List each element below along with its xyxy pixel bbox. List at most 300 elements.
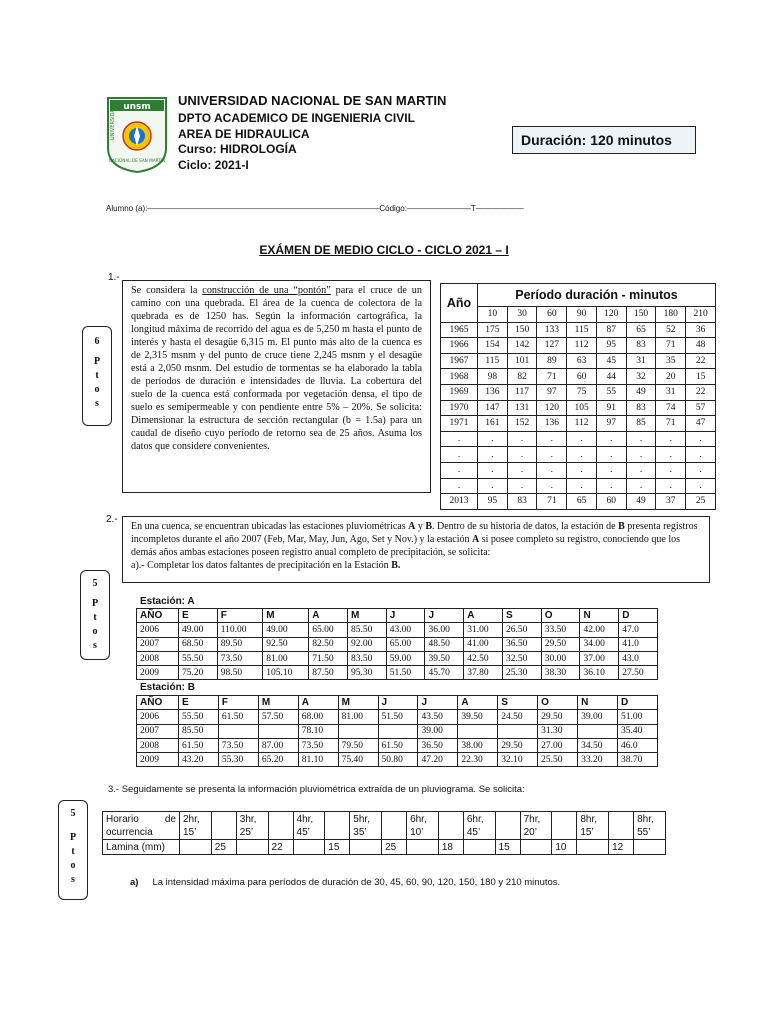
empty-cell — [520, 840, 552, 855]
precip-cell: 33.20 — [578, 753, 618, 767]
q2-points-box: 5 P t o s — [80, 570, 110, 660]
intensity-cell: 115 — [478, 353, 508, 369]
precip-cell: 49.00 — [179, 623, 218, 637]
precip-cell: 61.50 — [218, 710, 258, 724]
precip-cell — [218, 724, 258, 738]
precip-cell: 43.0 — [619, 651, 658, 665]
empty-cell — [407, 840, 439, 855]
intensity-cell: 136 — [478, 384, 508, 400]
precip-cell: 61.50 — [378, 738, 418, 752]
intensity-cell: 98 — [478, 369, 508, 385]
schedule-label: Horario de ocurrencia — [103, 812, 180, 840]
precip-cell: 24.50 — [498, 710, 538, 724]
precip-cell: 55.50 — [179, 651, 218, 665]
intensity-cell: 83 — [507, 494, 537, 510]
intensity-cell: . — [567, 431, 597, 447]
month-header: E — [179, 609, 218, 623]
year-cell: 2009 — [137, 753, 179, 767]
lamina-label: Lamina (mm) — [103, 840, 180, 855]
intensity-cell: 89 — [537, 353, 567, 369]
precip-cell: 75.20 — [179, 666, 218, 680]
precip-cell: 43.50 — [418, 710, 458, 724]
intensity-cell: 65 — [567, 494, 597, 510]
intensity-cell: . — [567, 462, 597, 478]
month-header: F — [217, 609, 262, 623]
precip-cell: 34.00 — [580, 637, 619, 651]
q1-points-box: 6 P t o s — [82, 326, 112, 426]
intensity-cell: . — [567, 478, 597, 494]
intensity-cell: 44 — [596, 369, 626, 385]
precip-cell: 49.00 — [263, 623, 309, 637]
intensity-cell: 142 — [507, 338, 537, 354]
time-cell: 8hr, 55’ — [634, 812, 666, 840]
spacer-cell — [552, 812, 577, 840]
intensity-cell: . — [478, 447, 508, 463]
intensity-cell: 20 — [656, 369, 686, 385]
intensity-cell: . — [507, 447, 537, 463]
precip-cell: 59.00 — [386, 651, 425, 665]
month-header: J — [386, 609, 425, 623]
table-row — [441, 462, 716, 478]
intensity-cell: . — [478, 478, 508, 494]
month-header: A — [309, 609, 348, 623]
intensity-cell: 83 — [626, 338, 656, 354]
table-row — [441, 400, 716, 416]
time-cell: 8hr, 15’ — [577, 812, 609, 840]
precip-cell — [378, 724, 418, 738]
intensity-cell: 45 — [596, 353, 626, 369]
table-row — [441, 431, 716, 447]
year-cell: 2006 — [137, 623, 179, 637]
station-a-table — [136, 608, 658, 680]
intensity-cell: . — [507, 462, 537, 478]
year-cell: 1969 — [441, 384, 478, 400]
intensity-cell: 32 — [626, 369, 656, 385]
precip-cell: 92.00 — [347, 637, 386, 651]
month-header: A — [464, 609, 503, 623]
precip-cell: 47.20 — [418, 753, 458, 767]
precip-cell: 50.80 — [378, 753, 418, 767]
intensity-cell: 36 — [686, 322, 716, 338]
empty-cell — [463, 840, 495, 855]
intensity-cell: 95 — [596, 338, 626, 354]
precip-cell: 29.50 — [541, 637, 580, 651]
q1-intensity-table — [440, 283, 716, 510]
table-row — [441, 384, 716, 400]
precip-cell: 81.00 — [338, 710, 378, 724]
student-line: Alumno (a):—————————————————————————————Código:————————T—————— — [106, 204, 524, 213]
intensity-cell: 22 — [686, 353, 716, 369]
intensity-cell: 91 — [596, 400, 626, 416]
precip-cell: 81.10 — [298, 753, 338, 767]
lamina-cell: 25 — [382, 840, 407, 855]
intensity-cell: 87 — [596, 322, 626, 338]
precip-cell: 31.00 — [464, 623, 503, 637]
precip-cell: 37.80 — [464, 666, 503, 680]
precip-cell: 73.50 — [218, 738, 258, 752]
lamina-cell: 15 — [325, 840, 350, 855]
station-header-row — [137, 609, 658, 623]
intensity-cell: . — [596, 462, 626, 478]
precip-cell: 87.00 — [258, 738, 298, 752]
intensity-cell: 101 — [507, 353, 537, 369]
precip-cell: 22.30 — [458, 753, 498, 767]
precip-cell: 73.50 — [217, 651, 262, 665]
precip-cell: 31.30 — [538, 724, 578, 738]
intensity-cell: . — [537, 431, 567, 447]
intensity-cell: . — [626, 478, 656, 494]
duration-header: 180 — [656, 307, 686, 323]
precip-cell: 55.30 — [218, 753, 258, 767]
month-header: J — [378, 696, 418, 710]
year-cell: 1967 — [441, 353, 478, 369]
intensity-cell: 112 — [567, 338, 597, 354]
month-header: AÑO — [137, 609, 179, 623]
empty-cell — [634, 840, 666, 855]
cycle-name: Ciclo: 2021-I — [178, 158, 249, 172]
precip-cell: 81.00 — [263, 651, 309, 665]
time-cell: 3hr, 25’ — [236, 812, 268, 840]
time-cell: 6hr, 45’ — [463, 812, 495, 840]
intensity-cell: 127 — [537, 338, 567, 354]
year-cell: . — [441, 462, 478, 478]
table-row — [441, 447, 716, 463]
intensity-cell: . — [507, 431, 537, 447]
month-header: D — [619, 609, 658, 623]
table-row — [137, 753, 658, 767]
precip-cell: 25.30 — [502, 666, 541, 680]
month-header: S — [498, 696, 538, 710]
intensity-cell: . — [537, 478, 567, 494]
intensity-cell: 49 — [626, 494, 656, 510]
precip-cell: 68.50 — [179, 637, 218, 651]
intensity-cell: 48 — [686, 338, 716, 354]
intensity-cell: 31 — [626, 353, 656, 369]
spacer-cell — [495, 812, 520, 840]
intensity-cell: 47 — [686, 416, 716, 432]
precip-cell: 43.00 — [386, 623, 425, 637]
precip-cell: 65.00 — [386, 637, 425, 651]
intensity-cell: . — [537, 462, 567, 478]
year-cell: . — [441, 447, 478, 463]
precip-cell: 105.10 — [263, 666, 309, 680]
month-header: A — [458, 696, 498, 710]
precip-cell: 71.50 — [309, 651, 348, 665]
precip-cell: 26.50 — [502, 623, 541, 637]
precip-cell: 34.50 — [578, 738, 618, 752]
precip-cell: 39.00 — [418, 724, 458, 738]
precip-cell: 82.50 — [309, 637, 348, 651]
year-cell: 2007 — [137, 724, 179, 738]
table-row — [137, 666, 658, 680]
table-row — [441, 353, 716, 369]
year-cell: 1970 — [441, 400, 478, 416]
table-row — [137, 623, 658, 637]
station-a-label: Estación: A — [140, 596, 195, 607]
year-cell: . — [441, 431, 478, 447]
month-header: J — [418, 696, 458, 710]
duration-header: 30 — [507, 307, 537, 323]
intensity-cell: 95 — [478, 494, 508, 510]
empty-cell — [236, 840, 268, 855]
q2-statement: En una cuenca, se encuentran ubicadas las estaciones pluviométricas A y B. Dentro de su historia de datos, la estación de B presenta registros incompletos durante el año 2007 (Feb, Mar, May, Jun, Ago, Set y Nov.) y la estación A si posee completo su registro, conociendo que los demás años ambas estaciones poseen registro anual completo de precipitación, se solicita: a).- Completar los datos faltantes de precipitación en la Estación B. — [122, 516, 710, 583]
month-header: N — [580, 609, 619, 623]
precip-cell: 29.50 — [498, 738, 538, 752]
month-header: D — [617, 696, 657, 710]
precip-cell: 39.50 — [458, 710, 498, 724]
time-cell: 6hr, 10’ — [407, 812, 439, 840]
precip-cell: 98.50 — [217, 666, 262, 680]
q2-points: 5 — [92, 578, 98, 589]
intensity-cell: 133 — [537, 322, 567, 338]
precip-cell: 95.30 — [347, 666, 386, 680]
precip-cell: 85.50 — [347, 623, 386, 637]
intensity-cell: 120 — [537, 400, 567, 416]
intensity-cell: 136 — [537, 416, 567, 432]
month-header: M — [258, 696, 298, 710]
precip-cell: 30.00 — [541, 651, 580, 665]
precip-cell: 83.50 — [347, 651, 386, 665]
precip-cell: 65.00 — [309, 623, 348, 637]
precip-cell: 110.00 — [217, 623, 262, 637]
table-row — [137, 724, 658, 738]
precip-cell: 87.50 — [309, 666, 348, 680]
precip-cell: 55.50 — [179, 710, 219, 724]
precip-cell — [498, 724, 538, 738]
duration-header: 210 — [686, 307, 716, 323]
precip-cell: 42.50 — [464, 651, 503, 665]
intensity-cell: 31 — [656, 384, 686, 400]
month-header: M — [263, 609, 309, 623]
precip-cell: 75.40 — [338, 753, 378, 767]
spacer-cell — [268, 812, 293, 840]
year-cell: 2008 — [137, 738, 179, 752]
precip-cell: 68.00 — [298, 710, 338, 724]
precip-cell: 46.0 — [617, 738, 657, 752]
period-header: Período duración - minutos — [478, 284, 716, 307]
month-header: J — [425, 609, 464, 623]
lamina-cell: 15 — [495, 840, 520, 855]
precip-cell: 51.50 — [386, 666, 425, 680]
precip-cell: 25.50 — [538, 753, 578, 767]
precip-cell: 27.50 — [619, 666, 658, 680]
intensity-cell: . — [656, 431, 686, 447]
precip-cell: 51.00 — [617, 710, 657, 724]
precip-cell: 36.10 — [580, 666, 619, 680]
intensity-cell: 63 — [567, 353, 597, 369]
intensity-cell: 152 — [507, 416, 537, 432]
table-row — [441, 416, 716, 432]
q2-number: 2.- — [106, 514, 118, 525]
intensity-cell: 82 — [507, 369, 537, 385]
lamina-cell: 22 — [268, 840, 293, 855]
intensity-cell: 105 — [567, 400, 597, 416]
q3-points: 5 — [70, 808, 76, 819]
station-b-label: Estación: B — [140, 682, 196, 693]
q3-points-box: 5 P t o s — [58, 800, 88, 900]
intensity-cell: . — [478, 462, 508, 478]
precip-cell: 36.50 — [502, 637, 541, 651]
intensity-cell: . — [596, 431, 626, 447]
precip-cell: 85.50 — [179, 724, 219, 738]
intensity-cell: 83 — [626, 400, 656, 416]
precip-cell: 78.10 — [298, 724, 338, 738]
intensity-cell: . — [507, 478, 537, 494]
intensity-cell: 52 — [656, 322, 686, 338]
table-row — [137, 710, 658, 724]
intensity-cell: 117 — [507, 384, 537, 400]
station-b-table — [136, 695, 658, 767]
intensity-cell: . — [596, 447, 626, 463]
pluviogram-table — [102, 811, 666, 855]
lamina-cell: 18 — [438, 840, 463, 855]
year-cell: 2013 — [441, 494, 478, 510]
intensity-cell: . — [686, 447, 716, 463]
precip-cell: 33.50 — [541, 623, 580, 637]
precip-cell: 51.50 — [378, 710, 418, 724]
lamina-cell: 12 — [609, 840, 634, 855]
table-row — [137, 651, 658, 665]
precip-cell: 39.00 — [578, 710, 618, 724]
month-header: M — [347, 609, 386, 623]
table-row — [441, 478, 716, 494]
duration-header: 60 — [537, 307, 567, 323]
intensity-cell: . — [656, 462, 686, 478]
spacer-cell — [438, 812, 463, 840]
precip-cell: 36.00 — [425, 623, 464, 637]
year-cell: 2006 — [137, 710, 179, 724]
month-header: AÑO — [137, 696, 179, 710]
precip-cell: 41.00 — [464, 637, 503, 651]
exam-title: EXÁMEN DE MEDIO CICLO - CICLO 2021 – I — [259, 243, 509, 257]
empty-cell — [180, 840, 212, 855]
precip-cell: 32.10 — [498, 753, 538, 767]
precip-cell — [578, 724, 618, 738]
precip-cell — [338, 724, 378, 738]
precip-cell: 45.70 — [425, 666, 464, 680]
year-cell: 2007 — [137, 637, 179, 651]
time-cell: 7hr, 20’ — [520, 812, 552, 840]
intensity-cell: . — [596, 478, 626, 494]
intensity-cell: 112 — [567, 416, 597, 432]
intensity-cell: 71 — [656, 338, 686, 354]
table-row — [441, 369, 716, 385]
intensity-cell: 65 — [626, 322, 656, 338]
intensity-cell: 35 — [656, 353, 686, 369]
year-cell: 1966 — [441, 338, 478, 354]
precip-cell: 47.0 — [619, 623, 658, 637]
intensity-cell: . — [537, 447, 567, 463]
lamina-cell: 25 — [211, 840, 236, 855]
month-header: O — [538, 696, 578, 710]
precip-cell — [458, 724, 498, 738]
intensity-cell: 22 — [686, 384, 716, 400]
time-cell: 2hr, 15’ — [180, 812, 212, 840]
precip-cell: 89.50 — [217, 637, 262, 651]
intensity-cell: 75 — [567, 384, 597, 400]
empty-cell — [577, 840, 609, 855]
intensity-cell: . — [626, 447, 656, 463]
table-row — [441, 494, 716, 510]
precip-cell: 73.50 — [298, 738, 338, 752]
precip-cell: 37.00 — [580, 651, 619, 665]
precip-cell: 39.50 — [425, 651, 464, 665]
q1-statement: Se considera la construcción de una “pontón” para el cruce de un camino con una quebrada. El área de la cuenca de colectora de la quebrada es de 1250 has. Según la información cartográfica, la longitud máxima de recorrido del agua es de 5,250 m hasta el punto de interés y hasta el desagüe 6,315 m. El punto más alto de la cuenca es de 2,315 msnm y del punto de cruce tiene 2,245 msnm y el desagüe está a 2,050 msnm. Del estudio de tormentas se ha elaborado la tabla de períodos de duración e intensidades de lluvia. La cobertura del suelo de la cuenca está conformada por vegetación densa, el tipo de suelo es semipermeable y con pendiente entre 5% – 20%. Se solicita: Dimensionar la estructura de sección rectangular (b = 1.5a) para un caudal de diseño cuyo período de retorno sea de 25 años. Asuma los datos que considere convenientes. — [122, 280, 431, 493]
intensity-cell: 175 — [478, 322, 508, 338]
spacer-cell — [609, 812, 634, 840]
month-header: S — [502, 609, 541, 623]
precip-cell: 38.00 — [458, 738, 498, 752]
intensity-cell: . — [656, 447, 686, 463]
spacer-cell — [325, 812, 350, 840]
intensity-cell: 60 — [567, 369, 597, 385]
station-header-row — [137, 696, 658, 710]
intensity-cell: 131 — [507, 400, 537, 416]
precip-cell — [258, 724, 298, 738]
q1-points: 6 — [94, 336, 100, 347]
intensity-cell: 85 — [626, 416, 656, 432]
month-header: A — [298, 696, 338, 710]
intensity-cell: 25 — [686, 494, 716, 510]
month-header: M — [338, 696, 378, 710]
precip-cell: 79.50 — [338, 738, 378, 752]
spacer-cell — [211, 812, 236, 840]
duration-header: 90 — [567, 307, 597, 323]
month-header: N — [578, 696, 618, 710]
intensity-cell: . — [686, 478, 716, 494]
month-header: E — [179, 696, 219, 710]
intensity-cell: 161 — [478, 416, 508, 432]
university-logo — [106, 96, 168, 174]
intensity-cell: 57 — [686, 400, 716, 416]
precip-cell: 48.50 — [425, 637, 464, 651]
intensity-cell: 71 — [537, 494, 567, 510]
table-row — [441, 322, 716, 338]
spacer-cell — [382, 812, 407, 840]
intensity-cell: . — [656, 478, 686, 494]
department-name: DPTO ACADEMICO DE INGENIERIA CIVIL — [178, 111, 415, 125]
logo-text-left: UNIVERSIDAD — [110, 105, 116, 140]
q1-number: 1.- — [108, 272, 120, 283]
intensity-cell: 71 — [656, 416, 686, 432]
time-cell: 4hr, 45’ — [293, 812, 325, 840]
intensity-cell: 97 — [596, 416, 626, 432]
intensity-cell: . — [686, 462, 716, 478]
q3-statement: 3.- Seguidamente se presenta la información pluviométrica extraída de un pluviograma. Se solicita: — [108, 784, 525, 795]
intensity-cell: 154 — [478, 338, 508, 354]
precip-cell: 36.50 — [418, 738, 458, 752]
university-name: UNIVERSIDAD NACIONAL DE SAN MARTIN — [178, 93, 447, 108]
table-row — [441, 338, 716, 354]
month-header: O — [541, 609, 580, 623]
precip-cell: 57.50 — [258, 710, 298, 724]
lamina-cell: 10 — [552, 840, 577, 855]
intensity-cell: 74 — [656, 400, 686, 416]
precip-cell: 41.0 — [619, 637, 658, 651]
duration-header: 10 — [478, 307, 508, 323]
intensity-cell: . — [478, 431, 508, 447]
precip-cell: 42.00 — [580, 623, 619, 637]
month-header: F — [218, 696, 258, 710]
area-name: AREA DE HIDRAULICA — [178, 127, 310, 141]
intensity-cell: . — [626, 462, 656, 478]
year-cell: 1965 — [441, 322, 478, 338]
precip-cell: 65.20 — [258, 753, 298, 767]
intensity-cell: 97 — [537, 384, 567, 400]
year-cell: 1968 — [441, 369, 478, 385]
year-cell: 2009 — [137, 666, 179, 680]
year-cell: 1971 — [441, 416, 478, 432]
